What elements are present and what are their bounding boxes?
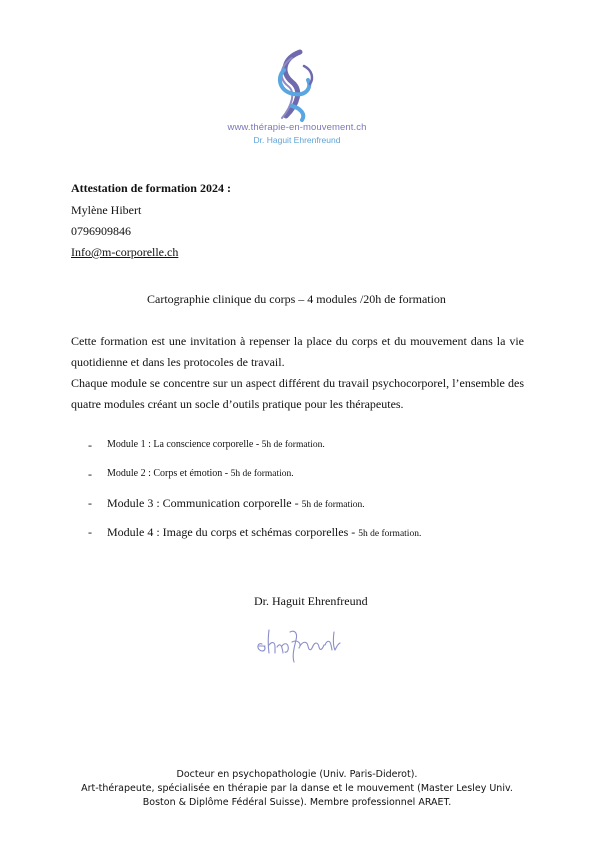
recipient-email-link[interactable]: Info@m-corporelle.ch [71,245,179,259]
list-bullet: - [88,525,92,539]
module-duration: 5h de formation. [230,469,294,479]
handwritten-signature [252,622,348,666]
module-label: Module 1 : La conscience corporelle - [107,439,262,450]
module-label: Module 2 : Corps et émotion - [107,468,231,479]
footer-line-1: Docteur en psychopathologie (Univ. Paris-Diderot). [176,769,418,780]
recipient-phone: 0796909846 [71,224,131,238]
module-label: Module 4 : Image du corps et schémas corporelles - [107,525,359,539]
module-duration: 5h de formation. [261,440,325,450]
module-duration: 5h de formation. [358,529,422,539]
course-subtitle: Cartographie clinique du corps – 4 modules /20h de formation [147,292,446,306]
signatory-name: Dr. Haguit Ehrenfreund [254,594,368,608]
modules-paragraph: Chaque module se concentre sur un aspect différent du travail psychocorporel, l’ensemble des quatre modules créant un socle d’outils pratique pour les thérapeutes. [71,376,524,411]
attestation-title: Attestation de formation 2024 : [71,181,231,195]
website-url[interactable]: www.thérapie-en-mouvement.ch [227,122,367,133]
list-bullet: - [88,467,92,481]
module-text [107,467,294,481]
module-label: Module 3 : Communication corporelle - [107,496,302,510]
module-text [107,496,365,512]
module-duration: 5h de formation. [301,500,365,510]
footer-credentials [0,768,594,810]
module-text [107,438,325,452]
recipient-name: Mylène Hibert [71,203,142,217]
logo-author-name: Dr. Haguit Ehrenfreund [253,135,341,145]
module-text [107,525,421,541]
therapie-logo-icon [262,48,328,122]
intro-paragraph: Cette formation est une invitation à repenser la place du corps et du mouvement dans la vie quotidienne et dans les protocoles de travail. [71,334,524,369]
list-bullet: - [88,438,92,452]
footer-line-3: Boston & Diplôme Fédéral Suisse). Membre professionnel ARAET. [142,797,452,808]
list-bullet: - [88,496,92,510]
footer-line-2: Art-thérapeute, spécialisée en thérapie par la danse et le mouvement (Master Lesley Univ. [81,783,513,794]
